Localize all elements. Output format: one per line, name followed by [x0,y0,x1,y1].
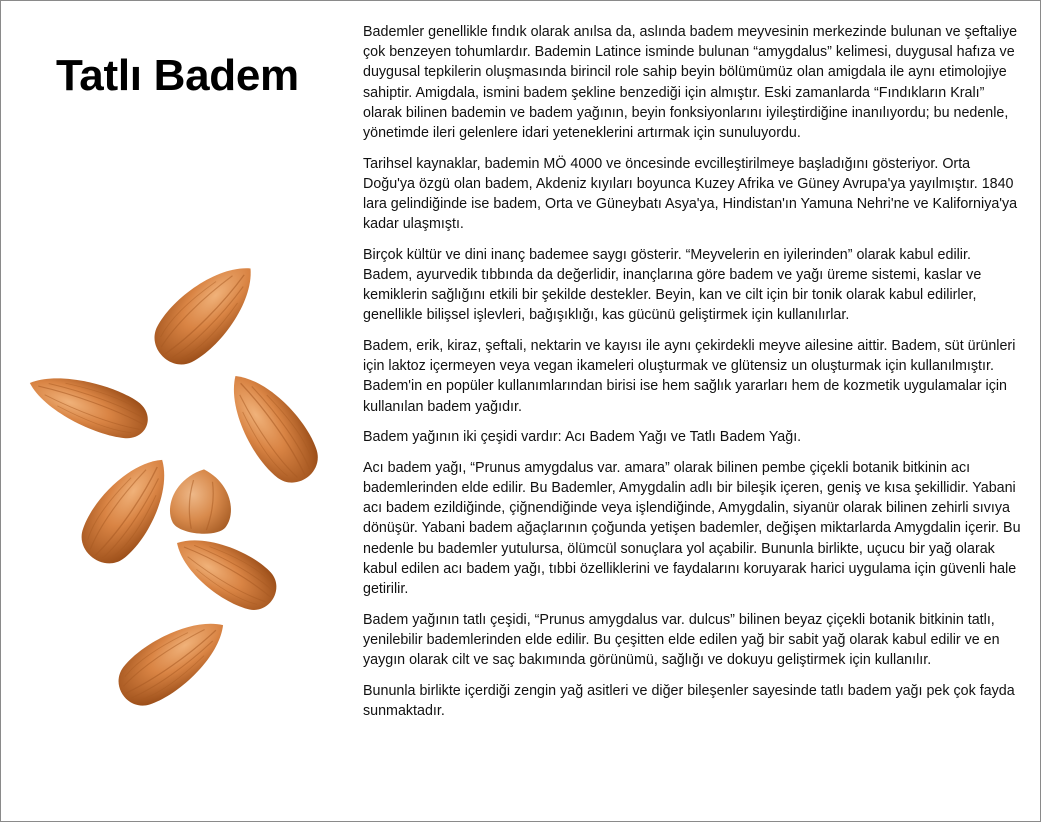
paragraph-4: Badem, erik, kiraz, şeftali, nektarin ve kayısı ile aynı çekirdekli meyve ailesine aittir. Badem, süt ürünleri için laktoz içermeyen veya vegan ikameleri oluşturmak ve glütensiz un oluşturmak için kullanılmıştır. Badem'in en popüler kullanımlarından birisi ise hem sağlık yararları hem de kozmetik uygulamalar için kullanılan badem yağıdır. [363,338,1016,415]
almond-3 [213,360,330,494]
almond-5 [70,444,186,575]
almond-4 [168,467,234,536]
paragraph-1: Bademler genellikle fındık olarak anılsa da, aslında badem meyvesinin merkezinde bulunan ve şeftaliye çok benzeyen tohumlardır. Bademin Latince isminde bulunan “amygdalus” kelimesi, duygusal hafıza ve duygusal tepkilerin oluşmasında birincil role sahip beyin bölümümüz olan amigdala ile aynı etimolojiye sahiptir. Amigdala, ismini badem şekline benzediği için almıştır. Eski zamanlarda “Fındıkların Kralı” olarak bilinen bademin ve badem yağının, beyin fonksiyonlarını iyileştirdiğine inanılıyordu; bu nedenle, yönetimde ileri gelenlere idari yeteneklerini artırmak için sunuluyordu. [363,24,1018,142]
document-title: Tatlı Badem [56,51,299,100]
paragraph-5: Badem yağının iki çeşidi vardır: Acı Badem Yağı ve Tatlı Badem Yağı. [363,429,802,446]
paragraph-8: Bununla birlikte içerdiği zengin yağ asitleri ve diğer bileşenler sayesinde tatlı badem yağı pek çok fayda sunmaktadır. [363,682,1015,719]
almonds-illustration [1,241,351,731]
paragraph-2: Tarihsel kaynaklar, bademin MÖ 4000 ve öncesinde evcilleştirilmeye başladığını gösteriyor. Orta Doğu'ya özgü olan badem, Akdeniz kıyıları boyunca Kuzey Afrika ve Güney Avrupa'ya yayılmıştır. 1840 lara gelindiğinde ise badem, Orta ve Güneybatı Asya'ya, Hindistan'ın Yamuna Nehri'ne ve Kaliforniya'ya kadar ulaşmıştı. [363,155,1018,233]
almond-7 [108,603,238,716]
almond-2 [22,362,154,447]
paragraph-6: Acı badem yağı, “Prunus amygdalus var. amara” olarak bilinen pembe çiçekli botanik bitkinin acı bademlerinden elde edilir. Bu Bademler, Amygdalin adlı bir bileşik içeren, geniş ve kısa şekillidir. Yabani acı badem ezildiğinde, çiğnendiğinde veya işlendiğinde, Amygdalin, siyanür olarak bilinen zehirli sıvıya dönüşür. Yabani badem ağaçlarının çoğunda yetişen bademler, değişen miktarlarda Amygdalin içerir. Bu nedenle bu bademler yutulursa, ölümcül sonuçlara yol açabilir. Bununla birlikte, uçucu bir yağ olarak kabul edilen acı badem yağı, tıbbi özelliklerini ve faydalarını koruyarak harici uygulama için güvenli hale getirilir. [363,459,1021,598]
paragraph-3: Birçok kültür ve dini inanç bademee saygı gösterir. “Meyvelerin en iyilerinden” olarak kabul edilir. Badem, ayurvedik tıbbında da değerlidir, inançlarına göre badem ve yağı üreme sistemi, kaslar ve kemiklerin sağlığını etkili bir şekilde destekler. Beyin, kan ve cilt için bir tonik olarak kabul edilirler, genellikle bilişsel işlevleri, bağışıklığı, kas gücünü geliştirmek için kullanılırlar. [363,246,982,324]
document-body [363,22,1023,731]
almond-1 [142,248,270,376]
almond-6 [165,522,286,620]
paragraph-7: Badem yağının tatlı çeşidi, “Prunus amygdalus var. dulcus” bilinen beyaz çiçekli botanik bitkinin tatlı, yenilebilir bademlerinden elde edilir. Bu çeşitten elde edilen yağ bir sabit yağ olarak kabul edilir ve en yaygın olarak cilt ve saç bakımında görünümü, sağlığı ve dokuyu geliştirmek için kullanılır. [363,611,1000,669]
